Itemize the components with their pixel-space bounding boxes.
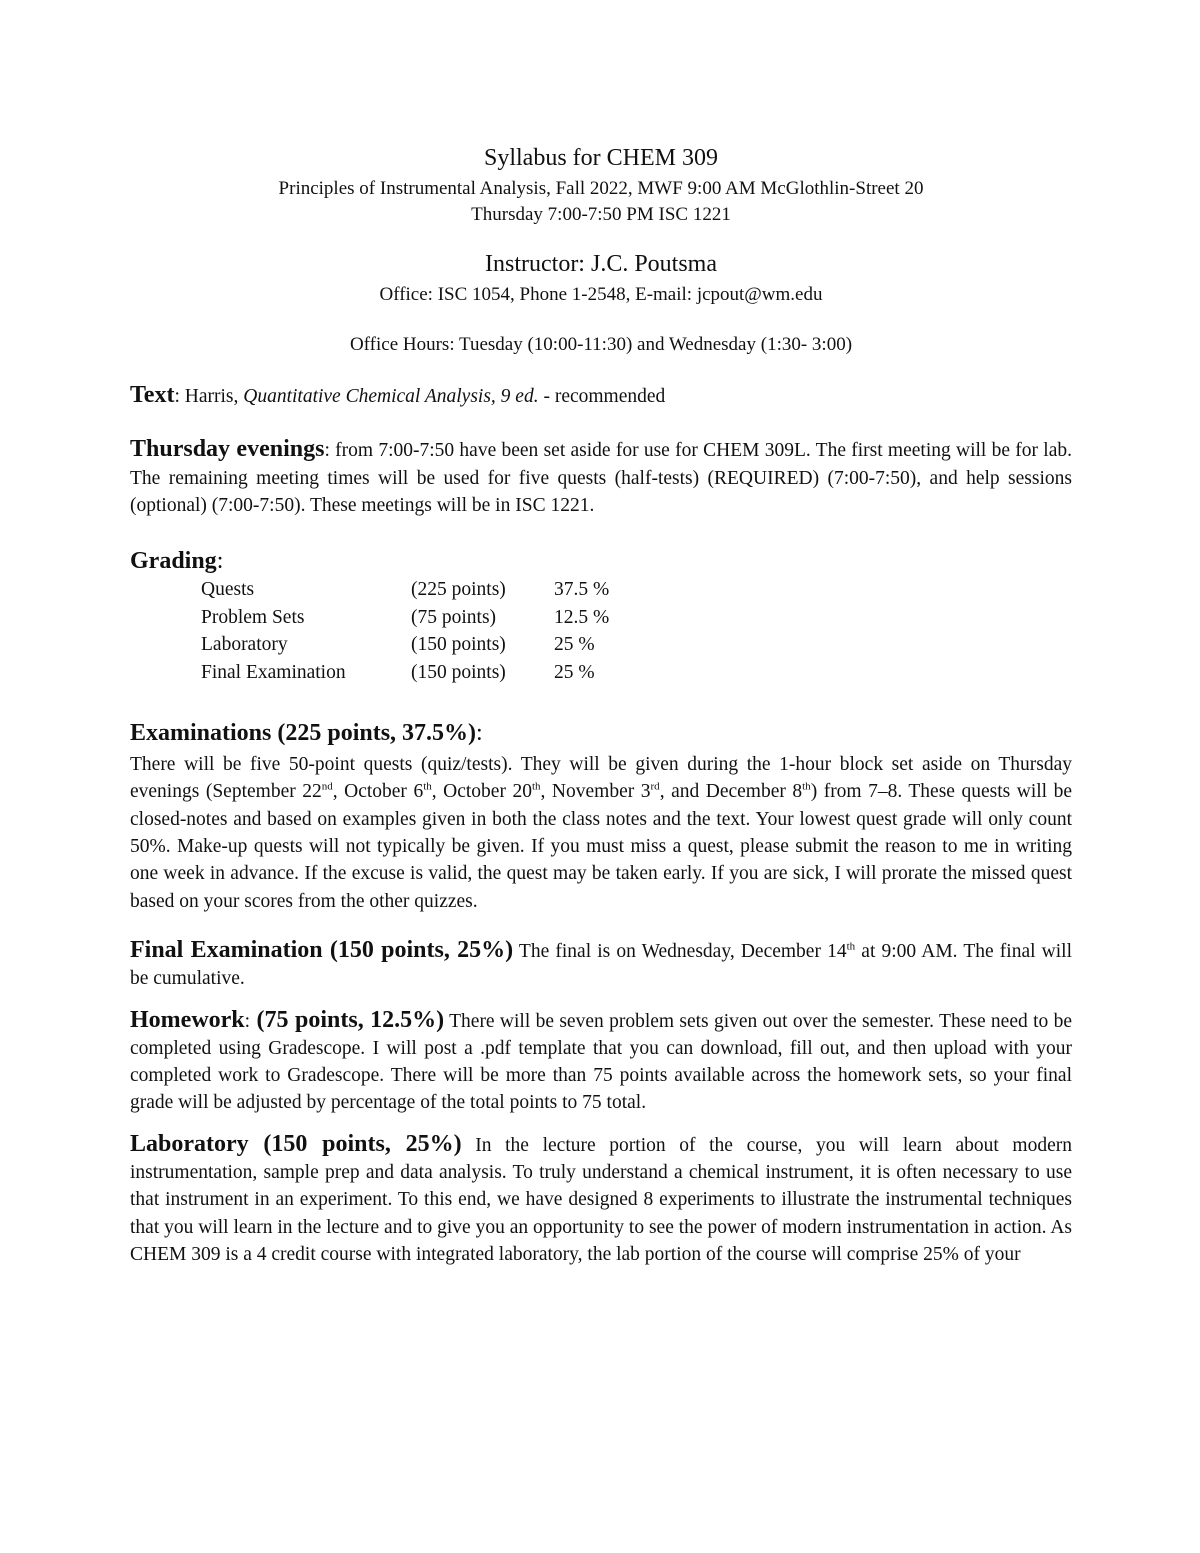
homework-section — [130, 1007, 1072, 1117]
grading-points: (150 points) — [411, 634, 506, 656]
document-content — [130, 140, 1072, 1268]
homework-label: Homework — [130, 1006, 245, 1033]
homework-points: (75 points, 12.5%) — [250, 1006, 445, 1033]
exams-heading-text: Examinations (225 points, 37.5%) — [130, 720, 477, 747]
grading-percent: 25 % — [554, 661, 595, 683]
grading-percent: 37.5 % — [554, 579, 610, 601]
final-text: at 9:00 AM. The final will be cumulative. — [130, 940, 1072, 990]
exams-colon: : — [476, 720, 483, 747]
grading-item: Final Examination — [201, 661, 346, 683]
grading-item: Problem Sets — [201, 606, 305, 628]
instructor-name: Instructor: J.C. Poutsma — [485, 251, 717, 277]
ordinal-suffix: rd — [650, 780, 660, 793]
course-info-line: Principles of Instrumental Analysis, Fall 2022, MWF 9:00 AM McGlothlin-Street 20 — [278, 178, 924, 199]
syllabus-title: Syllabus for CHEM 309 — [484, 145, 718, 171]
grading-heading — [130, 545, 1072, 577]
thursday-info-line: Thursday 7:00-7:50 PM ISC 1221 — [471, 204, 731, 225]
final-text: The final is on Wednesday, December 14 — [513, 940, 847, 962]
lab-heading: Laboratory (150 points, 25%) — [130, 1130, 462, 1157]
grading-row — [201, 634, 609, 662]
exams-heading — [130, 717, 1072, 749]
thursday-colon: : — [324, 440, 330, 462]
ordinal-suffix: th — [531, 780, 541, 793]
exams-text: There will be five 50-point quests (quiz/tests). They will be given during the 1-hour block set aside on Thursday evenings (September 22 — [130, 754, 1072, 803]
text-section — [130, 382, 1072, 410]
grading-row — [201, 662, 609, 690]
office-hours: Office Hours: Tuesday (10:00-11:30) and Wednesday (1:30- 3:00) — [349, 334, 853, 355]
grading-points: (225 points) — [411, 579, 506, 601]
grading-table — [201, 579, 609, 689]
grading-row — [201, 607, 609, 635]
grading-row — [201, 579, 609, 607]
text-label: Text — [130, 382, 175, 408]
grading-points: (150 points) — [411, 661, 506, 683]
grading-percent: 25 % — [554, 634, 595, 656]
grading-item: Laboratory — [201, 634, 288, 656]
grading-percent: 12.5 % — [554, 606, 610, 628]
exams-body — [130, 751, 1072, 915]
text-colon: : — [174, 386, 180, 407]
ordinal-suffix: th — [423, 780, 432, 793]
lab-body: In the lecture portion of the course, you will learn about modern instrumentation, sample prep and data analysis. To truly understand a chemical instrument, it is often necessary to use that instrument in an experiment. To this end, we have designed 8 experiments to illustrate the instrumental techniques that you will learn in the lecture and to give you an opportunity to see the power of modern instrumentation in action. As CHEM 309 is a 4 credit course with integrated laboratory, the lab portion of the course will comprise 25% of your — [130, 1134, 1072, 1265]
grading-colon: : — [216, 548, 224, 575]
exams-text: , October 20 — [431, 781, 532, 803]
grading-points: (75 points) — [411, 606, 497, 628]
thursday-section — [130, 436, 1072, 519]
text-author: Harris, — [179, 386, 244, 407]
exams-text: ) from 7–8. These quests will be closed-notes and based on examples given in both the class notes and the text. Your lowest quest grade will only count 50%. Make-up quests will not typically be given. If you must miss a quest, please submit the reason to me in writing one week in advance. If the excuse is valid, the quest may be taken early. If you are sick, I will prorate the missed quest based on your scores from the other quizzes. — [130, 781, 1072, 912]
instructor-office: Office: ISC 1054, Phone 1-2548, E-mail: jcpout@wm.edu — [379, 284, 823, 305]
ordinal-suffix: th — [802, 780, 811, 793]
grading-label: Grading — [130, 548, 217, 575]
lab-section — [130, 1131, 1072, 1268]
homework-colon: : — [244, 1010, 251, 1032]
exams-text: , and December 8 — [659, 781, 803, 803]
ordinal-suffix: th — [846, 940, 856, 953]
ordinal-suffix: nd — [321, 780, 333, 793]
text-book-title: Quantitative Chemical Analysis, 9 ed. — [243, 386, 539, 407]
exams-text: , November 3 — [540, 781, 651, 803]
grading-item: Quests — [201, 579, 255, 601]
exams-text: , October 6 — [332, 781, 424, 803]
thursday-body: from 7:00-7:50 have been set aside for use for CHEM 309L. The first meeting will be for lab. The remaining meeting times will be used for five quests (half-tests) (REQUIRED) (7:00-7:50), and help sessions (optional) (7:00-7:50). These meetings will be in ISC 1221. — [130, 440, 1072, 516]
text-note: - recommended — [538, 386, 666, 407]
thursday-label: Thursday evenings — [130, 436, 325, 463]
homework-body: There will be seven problem sets given out over the semester. These need to be completed using Gradescope. I will post a .pdf template that you can download, fill out, and then upload with your completed work to Gradescope. There will be more than 75 points available across the homework sets, so your final grade will be adjusted by percentage of the total points to 75 total. — [130, 1010, 1072, 1114]
final-heading: Final Examination (150 points, 25%) — [130, 936, 514, 963]
final-section — [130, 937, 1072, 993]
